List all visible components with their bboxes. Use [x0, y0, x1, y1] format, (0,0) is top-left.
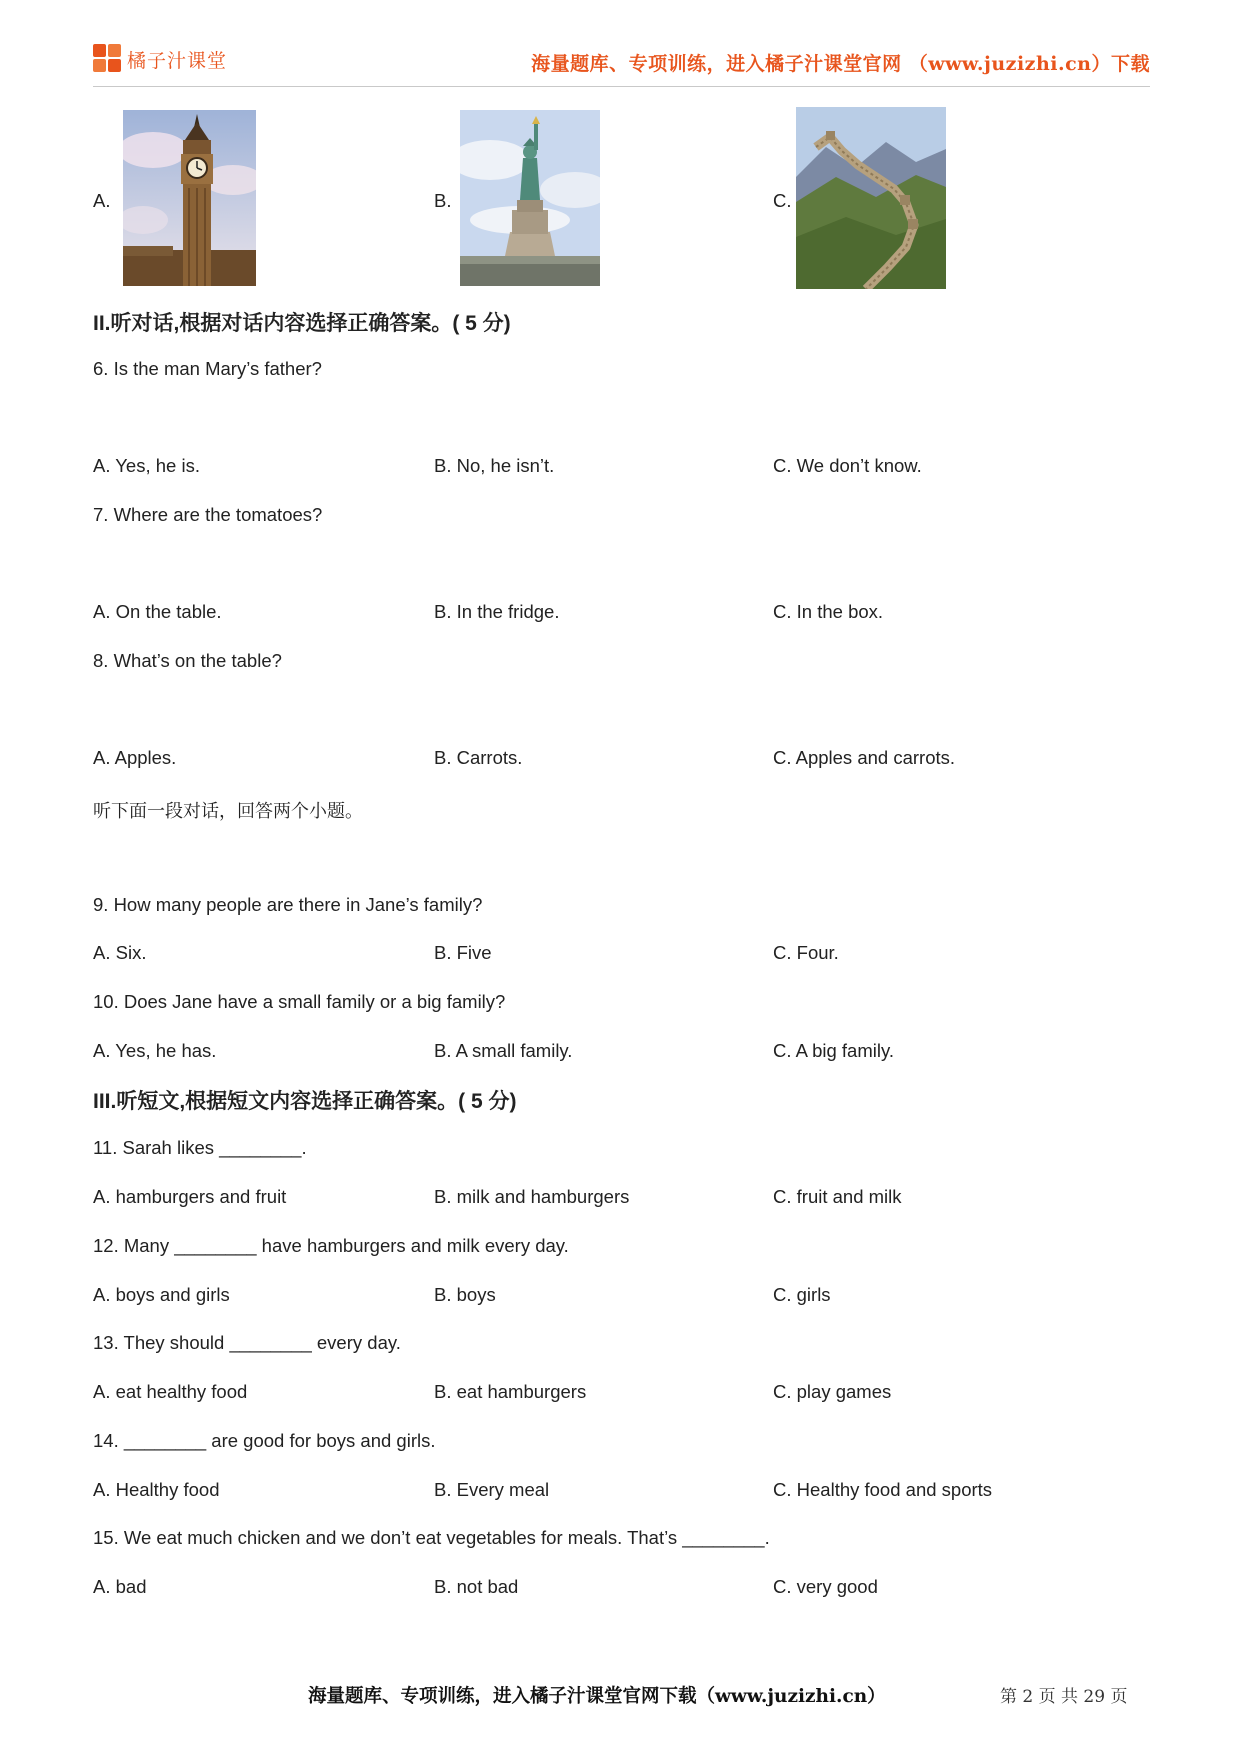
section-2-title: II.听对话,根据对话内容选择正确答案。( 5 分) — [93, 312, 511, 335]
q7-question: 7. Where are the tomatoes? — [93, 504, 323, 525]
q10-option-a: A. Yes, he has. — [93, 1040, 217, 1061]
q11-option-b: B. milk and hamburgers — [434, 1186, 630, 1207]
footer-slogan: 海量题库、专项训练，进入橘子汁课堂官网下载（www.juzizhi.cn） — [308, 1686, 886, 1707]
q9-option-c: C. Four. — [773, 942, 839, 963]
q13-question: 13. They should ________ every day. — [93, 1332, 401, 1353]
q14-option-b: B. Every meal — [434, 1479, 550, 1500]
q14-option-c: C. Healthy food and sports — [773, 1479, 993, 1500]
section-3-title: III.听短文,根据短文内容选择正确答案。( 5 分) — [93, 1090, 517, 1113]
big-ben-image — [123, 110, 256, 286]
q14-option-a: A. Healthy food — [93, 1479, 220, 1500]
page-number: 第 2 页 共 29 页 — [1000, 1687, 1128, 1707]
q10-option-c: C. A big family. — [773, 1040, 894, 1061]
logo — [93, 44, 227, 74]
q12-question: 12. Many ________ have hamburgers and milk every day. — [93, 1235, 569, 1256]
q13-option-a: A. eat healthy food — [93, 1381, 248, 1402]
q14-question: 14. ________ are good for boys and girls. — [93, 1430, 436, 1451]
q15-option-a: A. bad — [93, 1576, 147, 1597]
q13-option-c: C. play games — [773, 1381, 892, 1402]
q6-option-a: A. Yes, he is. — [93, 455, 200, 476]
logo-mark-icon — [93, 44, 123, 74]
dialogue-instruction: 听下面一段对话，回答两个小题。 — [93, 801, 363, 822]
q11-option-a: A. hamburgers and fruit — [93, 1186, 287, 1207]
q8-option-b: B. Carrots. — [434, 747, 523, 768]
q15-option-b: B. not bad — [434, 1576, 519, 1597]
image-option-c-label: C. — [773, 190, 792, 211]
q12-option-a: A. boys and girls — [93, 1284, 230, 1305]
page-header — [93, 36, 1150, 87]
q11-question: 11. Sarah likes ________. — [93, 1137, 307, 1158]
q6-option-c: C. We don’t know. — [773, 455, 922, 476]
q10-question: 10. Does Jane have a small family or a big family? — [93, 991, 506, 1012]
statue-of-liberty-image — [460, 110, 600, 286]
q9-option-a: A. Six. — [93, 942, 147, 963]
q7-option-b: B. In the fridge. — [434, 601, 560, 622]
q9-question: 9. How many people are there in Jane’s family? — [93, 894, 483, 915]
q8-option-a: A. Apples. — [93, 747, 177, 768]
great-wall-image — [796, 107, 946, 289]
header-slogan: 海量题库、专项训练，进入橘子汁课堂官网 （www.juzizhi.cn）下载 — [531, 53, 1150, 75]
image-option-a-label: A. — [93, 190, 111, 211]
q15-question: 15. We eat much chicken and we don’t eat vegetables for meals. That’s ________. — [93, 1527, 770, 1548]
q8-question: 8. What’s on the table? — [93, 650, 282, 671]
q12-option-c: C. girls — [773, 1284, 831, 1305]
q15-option-c: C. very good — [773, 1576, 878, 1597]
q10-option-b: B. A small family. — [434, 1040, 573, 1061]
q8-option-c: C. Apples and carrots. — [773, 747, 956, 768]
q11-option-c: C. fruit and milk — [773, 1186, 902, 1207]
q7-option-c: C. In the box. — [773, 601, 884, 622]
q12-option-b: B. boys — [434, 1284, 496, 1305]
q6-question: 6. Is the man Mary’s father? — [93, 358, 322, 379]
logo-text: 橘子汁课堂 — [127, 49, 228, 72]
image-option-b-label: B. — [434, 190, 452, 211]
q9-option-b: B. Five — [434, 942, 492, 963]
q7-option-a: A. On the table. — [93, 601, 222, 622]
q6-option-b: B. No, he isn’t. — [434, 455, 555, 476]
q13-option-b: B. eat hamburgers — [434, 1381, 587, 1402]
